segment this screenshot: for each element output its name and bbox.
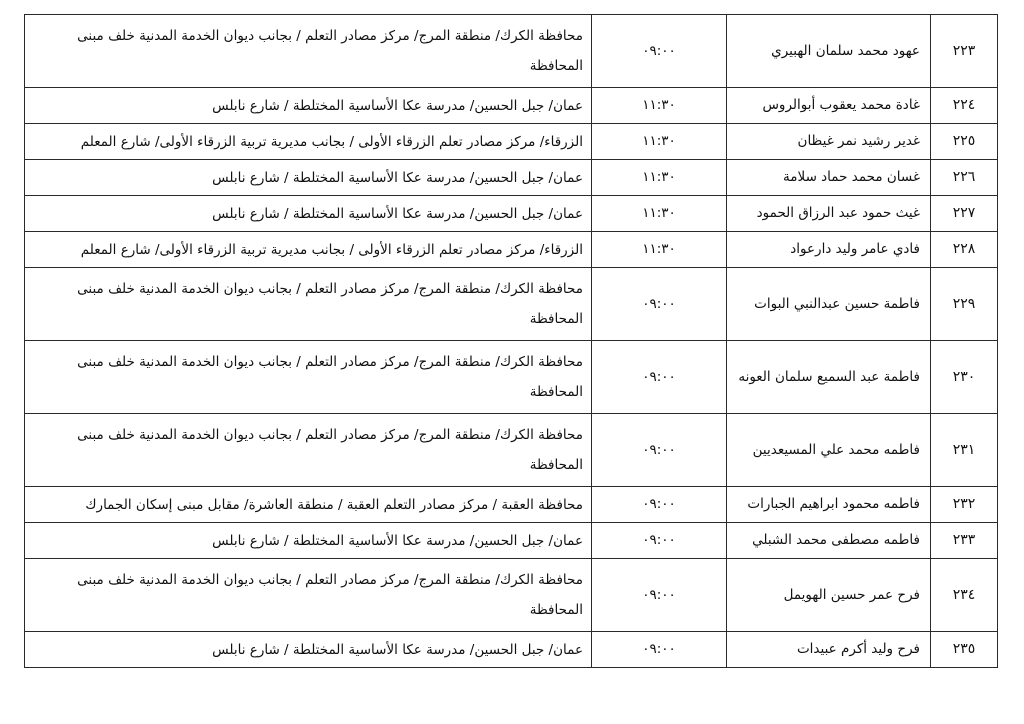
row-number-cell: ٢٢٨ (931, 232, 998, 268)
candidate-name-cell: غسان محمد حماد سلامة (727, 160, 931, 196)
row-number-cell: ٢٣٣ (931, 523, 998, 559)
exam-time-cell: ١١:٣٠ (592, 160, 727, 196)
table-row (25, 160, 998, 196)
candidate-name-cell: غيث حمود عبد الرزاق الحمود (727, 196, 931, 232)
exam-location-cell: الزرقاء/ مركز مصادر تعلم الزرقاء الأولى / بجانب مديرية تربية الزرقاء الأولى/ شارع المعلم (25, 124, 592, 160)
schedule-table-body (25, 15, 998, 668)
candidate-name-cell: فاطمة حسين عبدالنبي البوات (727, 268, 931, 341)
table-row (25, 487, 998, 523)
candidate-name-cell: عهود محمد سلمان الهبيري (727, 15, 931, 88)
candidate-name-cell: فاطمة عبد السميع سلمان العونه (727, 341, 931, 414)
table-row (25, 632, 998, 668)
row-number-cell: ٢٢٦ (931, 160, 998, 196)
table-row (25, 124, 998, 160)
exam-time-cell: ٠٩:٠٠ (592, 523, 727, 559)
row-number-cell: ٢٣٤ (931, 559, 998, 632)
exam-location-cell: عمان/ جبل الحسين/ مدرسة عكا الأساسية المختلطة / شارع نابلس (25, 160, 592, 196)
exam-location-cell: محافظة العقبة / مركز مصادر التعلم العقبة / منطقة العاشرة/ مقابل مبنى إسكان الجمارك (25, 487, 592, 523)
exam-time-cell: ١١:٣٠ (592, 124, 727, 160)
exam-location-cell: محافظة الكرك/ منطقة المرج/ مركز مصادر التعلم / بجانب ديوان الخدمة المدنية خلف مبنى المحافظة (25, 341, 592, 414)
exam-time-cell: ٠٩:٠٠ (592, 487, 727, 523)
table-row (25, 15, 998, 88)
exam-time-cell: ١١:٣٠ (592, 196, 727, 232)
row-number-cell: ٢٢٣ (931, 15, 998, 88)
schedule-table (24, 14, 998, 668)
exam-time-cell: ٠٩:٠٠ (592, 632, 727, 668)
exam-location-cell: عمان/ جبل الحسين/ مدرسة عكا الأساسية المختلطة / شارع نابلس (25, 523, 592, 559)
row-number-cell: ٢٢٤ (931, 88, 998, 124)
exam-location-cell: عمان/ جبل الحسين/ مدرسة عكا الأساسية المختلطة / شارع نابلس (25, 196, 592, 232)
exam-time-cell: ٠٩:٠٠ (592, 268, 727, 341)
exam-location-cell: محافظة الكرك/ منطقة المرج/ مركز مصادر التعلم / بجانب ديوان الخدمة المدنية خلف مبنى المحافظة (25, 15, 592, 88)
candidate-name-cell: فرح وليد أكرم عبيدات (727, 632, 931, 668)
exam-location-cell: الزرقاء/ مركز مصادر تعلم الزرقاء الأولى / بجانب مديرية تربية الزرقاء الأولى/ شارع المعلم (25, 232, 592, 268)
table-row (25, 523, 998, 559)
candidate-name-cell: غادة محمد يعقوب أبوالروس (727, 88, 931, 124)
candidate-name-cell: فاطمه مصطفى محمد الشبلي (727, 523, 931, 559)
table-row (25, 341, 998, 414)
exam-location-cell: عمان/ جبل الحسين/ مدرسة عكا الأساسية المختلطة / شارع نابلس (25, 88, 592, 124)
table-row (25, 414, 998, 487)
candidate-name-cell: فرح عمر حسين الهويمل (727, 559, 931, 632)
exam-time-cell: ٠٩:٠٠ (592, 15, 727, 88)
exam-time-cell: ١١:٣٠ (592, 232, 727, 268)
row-number-cell: ٢٣٢ (931, 487, 998, 523)
table-row (25, 232, 998, 268)
exam-time-cell: ٠٩:٠٠ (592, 341, 727, 414)
row-number-cell: ٢٣٠ (931, 341, 998, 414)
candidate-name-cell: غدير رشيد نمر غيظان (727, 124, 931, 160)
table-row (25, 559, 998, 632)
row-number-cell: ٢٢٧ (931, 196, 998, 232)
table-row (25, 268, 998, 341)
exam-location-cell: محافظة الكرك/ منطقة المرج/ مركز مصادر التعلم / بجانب ديوان الخدمة المدنية خلف مبنى المحافظة (25, 268, 592, 341)
exam-location-cell: محافظة الكرك/ منطقة المرج/ مركز مصادر التعلم / بجانب ديوان الخدمة المدنية خلف مبنى المحافظة (25, 414, 592, 487)
candidate-name-cell: فاطمه محمود ابراهيم الجبارات (727, 487, 931, 523)
row-number-cell: ٢٣٥ (931, 632, 998, 668)
schedule-sheet (24, 14, 998, 668)
candidate-name-cell: فاطمه محمد علي المسيعديين (727, 414, 931, 487)
table-row (25, 196, 998, 232)
row-number-cell: ٢٢٩ (931, 268, 998, 341)
exam-time-cell: ٠٩:٠٠ (592, 414, 727, 487)
row-number-cell: ٢٢٥ (931, 124, 998, 160)
exam-location-cell: محافظة الكرك/ منطقة المرج/ مركز مصادر التعلم / بجانب ديوان الخدمة المدنية خلف مبنى المحافظة (25, 559, 592, 632)
table-row (25, 88, 998, 124)
exam-time-cell: ٠٩:٠٠ (592, 559, 727, 632)
exam-location-cell: عمان/ جبل الحسين/ مدرسة عكا الأساسية المختلطة / شارع نابلس (25, 632, 592, 668)
row-number-cell: ٢٣١ (931, 414, 998, 487)
candidate-name-cell: فادي عامر وليد دارعواد (727, 232, 931, 268)
exam-time-cell: ١١:٣٠ (592, 88, 727, 124)
